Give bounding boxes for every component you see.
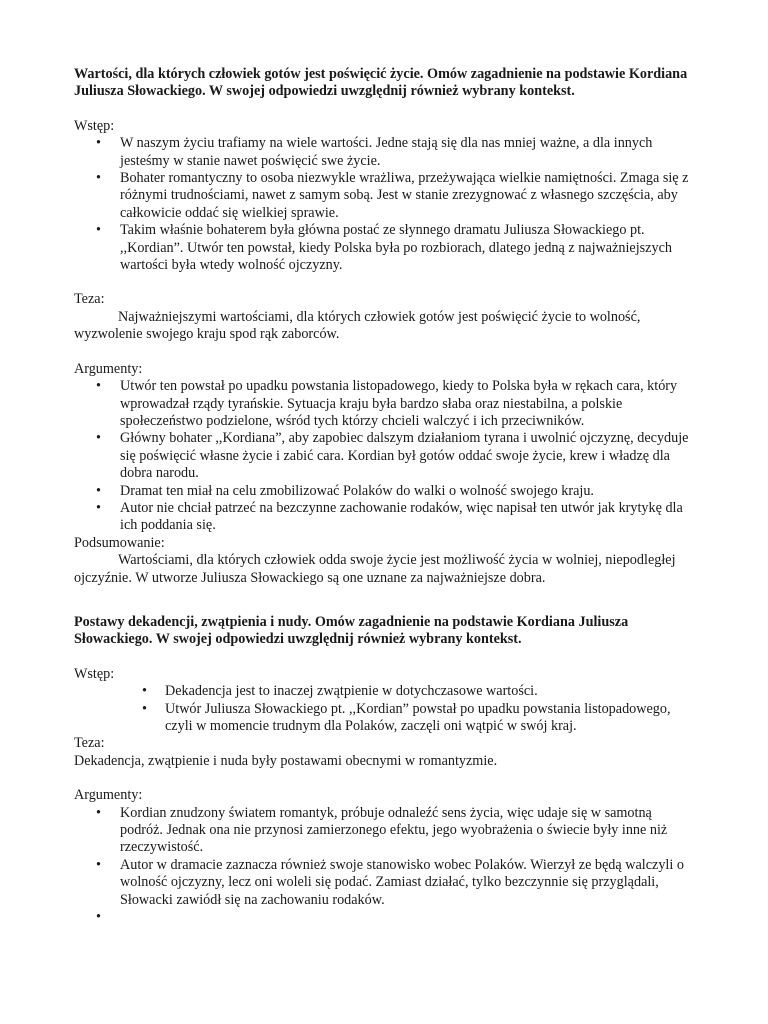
section1-args-label: Argumenty: <box>74 360 143 377</box>
bullet-icon: • <box>142 700 147 717</box>
list-item: • Autor w dramacie zaznacza również swoje stanowisko wobec Polaków. Wierzył ze będą walczyli o wolność ojczyzny, lecz oni woleli się podać. Zamiast działać, tylko bezczynnie się przyglądali, Słowacki zawiódł się na zachowaniu rodaków. <box>96 856 684 908</box>
section1-title: Wartości, dla których człowiek gotów jest poświęcić życie. Omów zagadnienie na podstawie Kordiana Juliusza Słowackiego. W swojej odpowiedzi uwzględnij również wybrany kontekst. <box>74 66 688 100</box>
bullet-icon: • <box>96 482 101 499</box>
section1-thesis-label: Teza: <box>74 291 105 308</box>
section1-intro-list <box>74 135 696 274</box>
bullet-icon: • <box>96 170 101 187</box>
section2-intro-label: Wstęp: <box>74 665 115 682</box>
section1-intro-label: Wstęp: <box>74 117 115 134</box>
list-item: • W naszym życiu trafiamy na wiele wartości. Jedne stają się dla nas mniej ważne, a dla innych jesteśmy w stanie nawet poświęcić swe życie. <box>96 135 653 169</box>
bullet-icon: • <box>96 135 101 152</box>
list-item: • Utwór Juliusza Słowackiego pt. ,,Kordian” powstał po upadku powstania listopadowego, czyli w momencie trudnym dla Polaków, zaczęli oni wątpić w swój kraj. <box>142 700 671 734</box>
bullet-icon: • <box>96 378 101 395</box>
bullet-icon: • <box>96 222 101 239</box>
document-page <box>74 66 696 926</box>
section2-title: Postawy dekadencji, zwątpienia i nudy. Omów zagadnienie na podstawie Kordiana Juliusza Słowackiego. W swojej odpowiedzi uwzględnij również wybrany kontekst. <box>74 613 629 648</box>
section2-thesis-label: Teza: <box>74 735 105 752</box>
section2-thesis-text: Dekadencja, zwątpienie i nuda były postawami obecnymi w romantyzmie. <box>74 752 498 769</box>
list-item: • Autor nie chciał patrzeć na bezczynne zachowanie rodaków, więc napisał ten utwór jak krytykę dla ich poddania się. <box>96 499 683 534</box>
bullet-icon: • <box>96 856 101 873</box>
bullet-icon: • <box>96 804 101 821</box>
list-item: • Kordian znudzony światem romantyk, próbuje odnaleźć sens życia, więc udaje się w samotną podróż. Jednak ona nie przynosi zamierzonego efektu, jego wyobrażenia o świecie były inne niż rzeczywistość. <box>96 804 668 856</box>
section1-thesis-text: Najważniejszymi wartościami, dla których człowiek gotów jest poświęcić życie to wolność, wyzwolenie swojego kraju spod rąk zaborców. <box>74 308 641 343</box>
section2-args-list <box>74 805 696 926</box>
list-item: • Główny bohater ,,Kordiana”, aby zapobiec dalszym działaniom tyrana i uwolnić ojczyznę, decyduje się poświęcić własne życie i zabić cara. Kordian był gotów oddać swoje życie, krew i władzę dla dobra narodu. <box>96 430 689 482</box>
list-item: • Dekadencja jest to inaczej zwątpienie w dotychczasowe wartości. <box>142 683 538 700</box>
list-item: • Dramat ten miał na celu zmobilizować Polaków do walki o wolność swojego kraju. <box>96 482 594 499</box>
list-item: • Bohater romantyczny to osoba niezwykle wrażliwa, przeżywająca wielkie namiętności. Zmaga się z różnymi trudnościami, nawet z samym sobą. Jest w stanie zrezygnować z własnego szczęścia, aby całkowicie oddać się wielkiej sprawie. <box>96 170 689 221</box>
list-item <box>74 909 696 926</box>
bullet-icon: • <box>96 499 101 516</box>
section2-args-label: Argumenty: <box>74 787 143 804</box>
section1-summary-label: Podsumowanie: <box>74 534 165 551</box>
section1-summary-text: Wartościami, dla których człowiek odda swoje życie jest możliwość życia w wolniej, niepodległej ojczyźnie. W utworze Juliusza Słowackiego są one uznane za najważniejsze dobra. <box>74 552 676 586</box>
list-item: • Takim właśnie bohaterem była główna postać ze słynnego dramatu Juliusza Słowackiego pt. ,,Kordian”. Utwór ten powstał, kiedy Polska była po rozbiorach, dlatego jedną z najważniejszych wartości była wtedy wolność ojczyzny. <box>96 222 672 274</box>
bullet-icon: • <box>142 683 147 700</box>
section2-intro-list <box>74 683 696 735</box>
bullet-icon: • <box>96 430 101 447</box>
section1-args-list <box>74 378 696 535</box>
list-item: • Utwór ten powstał po upadku powstania listopadowego, kiedy to Polska była w rękach cara, który wprowadzał rządy tyrańskie. Sytuacja kraju była bardzo słaba oraz niestabilna, a polskie społeczeństwo podzielone, wśród tych którzy chcieli walczyć i ich przeciwników. <box>96 378 678 429</box>
bullet-icon: • <box>96 909 101 926</box>
